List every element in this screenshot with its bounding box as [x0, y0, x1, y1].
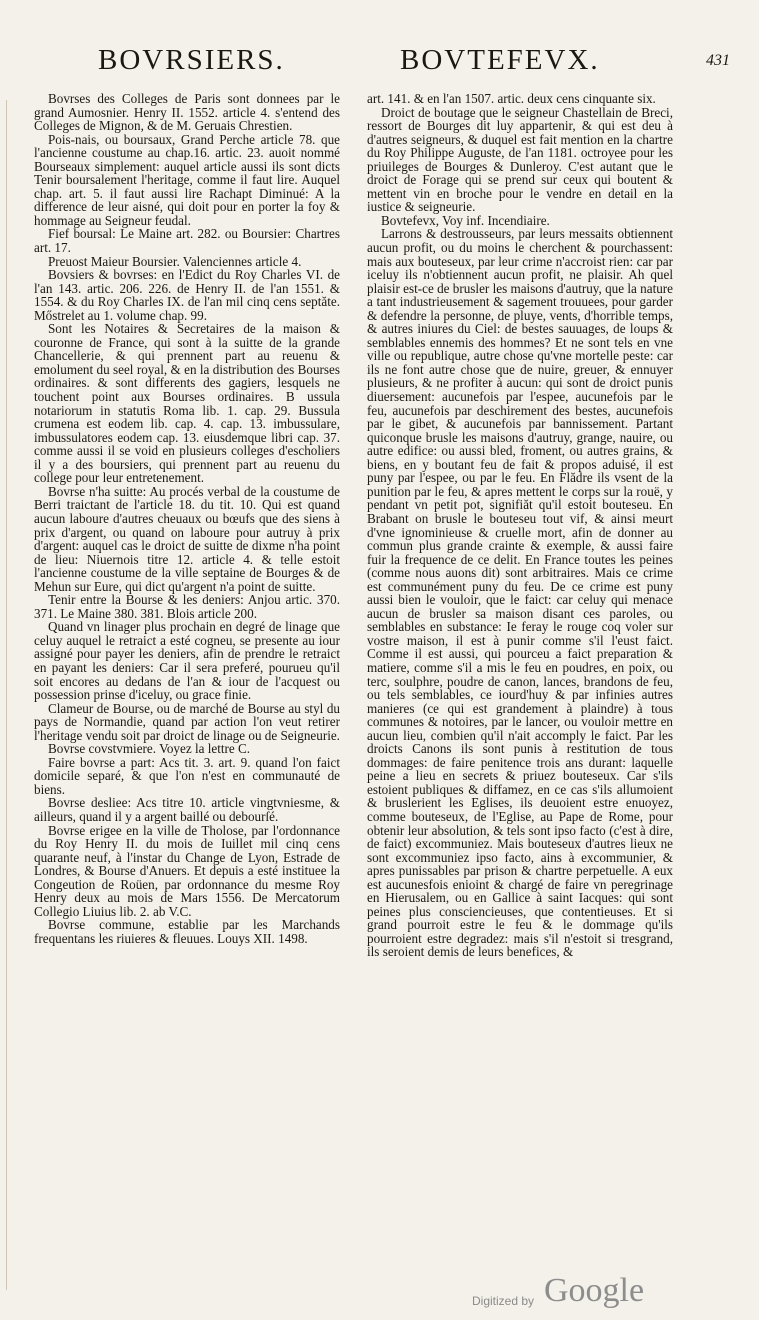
entry-paragraph: Clameur de Bourse, ou de marché de Bourse au styl du pays de Normandie, quand par action l'on veut retirer l'heritage vendu soit par droict de linage ou de Seigneurie. [34, 700, 340, 743]
entry-paragraph: Bovrse covstvmiere. Voyez la lettre C. [48, 741, 251, 757]
entry-paragraph: Tenir entre la Bourse & les deniers: Anjou artic. 370. 371. Le Maine 380. 381. Blois article 200. [34, 592, 340, 621]
entry-paragraph: Larrons & destrousseurs, par leurs messaits obtiennent aucun profit, ou du moins le cherchent & pourchassent: mais aux bouteseux, par leur crime n'accroist rien: car par iceluy ils n'obtiennent aucun profit, ne plaisir. Ah quel plaisir est-ce de brusler les maisons d'autruy, que la nature a tant industrieusement & sagement trouuees, pour garder & defendre la personne, de pluye, vents, d'horrible temps, & autres iniures du Ciel: de bestes sauuages, de loups & semblables ennemis des hommes? Et ne sont tels en vne ville ou republique, autre chose qu'vne mortelle peste: car ils ne font autre chose que de nuire, greuer, & ennuyer plusieurs, & ne profiter à aucun: qui sont de droict punis diuersement: aucunefois par l'espee, aucunefois par le feu, aucunefois par deschirement des bestes, aucunefois par le gibet, & aucunefois par bannissement. Partant quiconque brusle les maisons d'autruy, grange, nauire, ou autre edifice: ou aussi bled, froment, ou autres grains, & biens, en y boutant feu de fait & propos aduisé, il est puny par l'espee, ou par le feu. En Flădre ils vsent de la punition par le feu, & apres mettent le corps sur la rouë, y pendant vn petit pot, signifiăt qu'il estoit bouteseu. En Brabant on brusle le bouteseu tout vif, & ainsi meurt d'vne ignominieuse & cruelle mort, afin de donner au commun plus grande crainte & exemple, & aussi faire fuir la frequence de ce delit. En France toutes les peines (comme nous auons dit) sont arbitraires. Mais ce crime est communément puny du feu. De ce crime est puny aussi bien le vouloir, que le faict: car celuy qui menace aucun de brusler sa maison disant ces paroles, ou semblables en substance: Ie feray le rouge coq voler sur vostre maison, il est à punir comme s'il l'eust faict. Comme il est aussi, qui pourceu a faict preparation & matiere, comme s'il a mis le feu en poudres, en poix, ou terc, soulphre, poudre de canon, lances, brandons de feu, ou tels semblables, ce iourd'huy & par infinies autres manieres (ce qui est grandement à plaindre) à tous communes & notoires, par le lancer, ou vouloir mettre en aucun lieu, combien qu'il n'ait accomply le faict. Par les droicts Canons ils sont punis à restitution de tous dommages: de faire penitence trois ans durant: laquelle peine a lieu en secrets & priuez bouteseux. Car s'ils estoient publiques & diffamez, en ce cas s'ils allumoient & bruslerient les Eglises, ils deuoient estre enuoyez, comme bouteseux, de l'Eglise, au Pape de Rome, pour obtenir leur absolution, & tels sont ipso facto (c'est à dire, de faict) excommuniez. Mais bouteseux d'autres lieux ne sont excommuniez ipso facto, ains à excommunier, & apres punissables par prison & chartre perpetuelle. A eux est aucunesfois enioint & chargé de faire vn peregrinage en Hierusalem, ou en Gallice à saint Iacques: qui sont peines plus consciencieuses, que contentieuses. Et si grand pourroit estre le feu & le dommage qu'ils pourroient estre degradez: mais s'il n'estoit si tresgrand, ils seroient demis de leurs benefices, & [367, 226, 673, 960]
entry-paragraph: Quand vn linager plus prochain en degré de linage que celuy auquel le retraict a esté cogneu, se presente au iour assigné pour payer les deniers, afin de prendre le retraict en payant les deniers: Car il sera preferé, pourueu qu'il soit encores au dedans de l'an & iour de l'acquest ou possession prinse d'iceluy, ou grace finie. [34, 619, 340, 703]
entry-paragraph: art. 141. & en l'an 1507. artic. deux cens cinquante six. [367, 91, 656, 106]
digitized-by-label: Digitized by [472, 1294, 535, 1308]
entry-paragraph: Bovsiers & bovrses: en l'Edict du Roy Charles VI. de l'an 143. artic. 206. 226. de Henry II. de l'an 1551. & 1554. & du Roy Charles IX. de l'an mil cinq cens septăte. Mőstrelet au 1. volume chap. 99. [34, 267, 340, 323]
entry-paragraph: Sont les Notaires & Secretaires de la maison & couronne de France, qui sont à la suitte de la grande Chancellerie, & qui prennent part au reuenu & emolument du seel royal, & en la distribution des Bourses ordinaires. & sont differents des gagiers, lesquels ne touchent point aux Bourses ordinaires. B ussula notariorum in statutis Roma lib. 1. cap. 29. Bussula crumena est eodem lib. cap. 4. cap. 13. imbussulare, imbussulatores eodem cap. 13. eiusdemque libri cap. 37. comme aussi il se void en plusieurs colleges d'escholiers il y a des boursiers, qui prennent part au reuenu du college pour leur entretenement. [34, 321, 340, 486]
page-gutter-line [6, 100, 7, 1290]
entry-paragraph: Bovrse n'ha suitte: Au procés verbal de la coustume de Berri traictant de l'article 18. du tit. 10. Qui est quand aucun laboure d'autres cheuaux ou bœufs que des siens à prix d'argent, ou quand on laboure pour autruy à prix d'argent: auquel cas le droict de suitte de dixme n'ha point de lieu: Niuernois titre 12. article 4. & telle estoit l'ancienne coustume de la ville septaine de Bourges & de Mehun sur Eure, qui dict qu'argent n'a point de suitte. [34, 483, 340, 594]
entry-paragraph: Preuost Maieur Boursier. Valenciennes article 4. [48, 253, 302, 269]
right-column [367, 92, 673, 959]
page-number: 431 [706, 52, 730, 69]
google-watermark [472, 1270, 672, 1314]
entry-heading: Bovtefevx, Voy inf. Incendiaire. [381, 212, 550, 228]
entry-paragraph: Fief boursal: Le Maine art. 282. ou Boursier: Chartres art. 17. [34, 226, 340, 256]
running-head-left: BOVRSIERS. [98, 44, 285, 76]
running-head-right: BOVTEFEVX. [400, 44, 600, 76]
google-logo: Google [544, 1272, 645, 1309]
entry-paragraph: Bovrse desliee: Acs titre 10. article vingtvniesme, & ailleurs, quand il y a argent baillé ou debourſé. [34, 795, 340, 824]
entry-paragraph: Pois-nais, ou boursaux, Grand Perche article 78. que l'ancienne coustume au chap.16. artic. 23. auoit nommé Bourseaux simplement: auquel article aussi ils sont dicts Tenir boursalement l'heritage, comme il faut lire. Auquel chap. art. 5. il faut aussi lire Rachapt Diminué: A la difference de leur aisné, qui doit pour en porter la foy & hommage au Seigneur feudal. [34, 131, 340, 228]
entry-paragraph: Droict de boutage que le seigneur Chastellain de Breci, ressort de Bourges dit luy appartenir, & qui est deu à d'autres seigneurs, & duquel est fait mention en la chartre du Roy Philippe Auguste, de l'an 1181. octroyee pour les priuileges de Bourges & Dunleroy. C'est autant que le droict de Forage qui se prend sur ceux qui boutent & mettent vin en broche pour le vendre en detail en la iustice & seigneurie. [367, 104, 673, 215]
entry-paragraph: Bovrse erigee en la ville de Tholose, par l'ordonnance du Roy Henry II. du mois de Iuillet mil cinq cens quarante neuf, à l'instar du Change de Lyon, Estrade de Londres, & Bourse d'Anuers. Et depuis a esté instituee la Congeution de Roüen, par ordonnance du mesme Roy Henry deux au mois de Mars 1556. De Mercatorum Collegio Liuius lib. 2. ab V.C. [34, 822, 340, 919]
entry-paragraph: Faire bovrse a part: Acs tit. 3. art. 9. quand l'on faict domicile separé, & que l'on n'est en communauté de biens. [34, 754, 340, 797]
left-column [34, 92, 340, 945]
entry-paragraph: Bovrses des Colleges de Paris sont donnees par le grand Aumosnier. Henry II. 1552. article 4. s'entend des Colleges de Mignon, & de M. Geruais Chrestien. [34, 91, 340, 134]
entry-paragraph: Bovrse commune, establie par les Marchands frequentans les riuieres & fleuues. Louys XII. 1498. [34, 917, 340, 946]
